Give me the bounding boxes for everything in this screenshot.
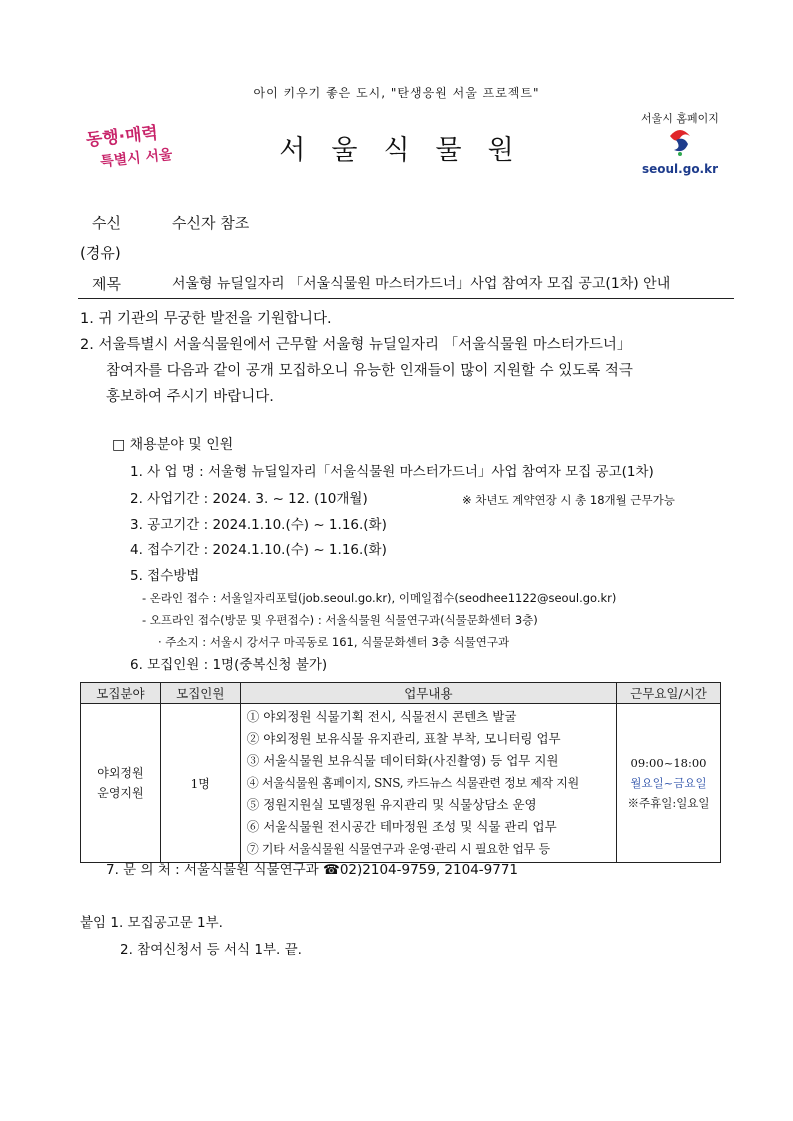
paragraph-1: 1. 귀 기관의 무궁한 발전을 기원합니다.	[80, 311, 332, 327]
offline-application: - 오프라인 접수(방문 및 우편접수) : 서울식물원 식물연구과(식물문화센터 3층)	[142, 613, 538, 627]
attachment-line1: 붙임 1. 모집공고문 1부.	[80, 915, 223, 931]
duty-item: ① 야외정원 식물기획 전시, 식물전시 콘텐츠 발굴	[246, 709, 517, 724]
duty-item: ② 야외정원 보유식물 유지관리, 표찰 부착, 모니터링 업무	[246, 731, 561, 746]
seoul-emblem-icon	[640, 126, 720, 158]
field-line2: 운영지원	[97, 786, 144, 800]
paragraph-2-line2: 참여자를 다음과 같이 공개 모집하오니 유능한 인재들이 많이 지원할 수 있도록 적극	[106, 363, 633, 379]
online-application: - 온라인 접수 : 서울일자리포털(job.seoul.go.kr), 이메일접수(seodhee1122@seoul.go.kr)	[142, 591, 617, 605]
work-hours: 09:00~18:00	[630, 756, 707, 770]
subject-label: 제목	[92, 275, 121, 293]
header-count: 모집인원	[160, 683, 240, 704]
duty-item: ⑥ 서울식물원 전시공간 테마정원 조성 및 식물 관리 업무	[246, 819, 557, 834]
item-recruit-count: 6. 모집인원 : 1명(중복신청 불가)	[130, 657, 328, 673]
item-notice-period: 3. 공고기간 : 2024.1.10.(수) ~ 1.16.(화)	[130, 517, 387, 533]
attachment-line2: 2. 참여신청서 등 서식 1부. 끝.	[120, 942, 302, 958]
recipient-value: 수신자 참조	[172, 214, 250, 232]
subject-value: 서울형 뉴딜일자리 「서울식물원 마스터가드너」사업 참여자 모집 공고(1차) 안내	[172, 276, 671, 292]
header-field: 모집분야	[81, 683, 161, 704]
field-line1: 야외정원	[97, 766, 144, 780]
logo-text-line2: 특별시 서울	[99, 146, 172, 171]
duty-item: ③ 서울식물원 보유식물 데이터화(사진촬영) 등 업무 지원	[246, 753, 559, 768]
cell-hours	[617, 704, 721, 863]
cell-count: 1명	[160, 704, 240, 863]
item-project-period: 2. 사업기간 : 2024. 3. ~ 12. (10개월)	[130, 491, 368, 507]
header-duties: 업무내용	[240, 683, 616, 704]
item-application-period: 4. 접수기간 : 2024.1.10.(수) ~ 1.16.(화)	[130, 542, 387, 558]
item-contact: 7. 문 의 처 : 서울식물원 식물연구과 ☎02)2104-9759, 2104-9771	[106, 862, 519, 878]
slogan: 아이 키우기 좋은 도시, "탄생응원 서울 프로젝트"	[253, 86, 540, 100]
organization-title: 서울식물원	[279, 135, 540, 166]
via-label: (경유)	[80, 244, 121, 262]
duty-item: ④ 서울식물원 홈페이지, SNS, 카드뉴스 식물관련 정보 제작 지원	[246, 776, 579, 790]
table-row	[81, 704, 721, 863]
recipient-label: 수신	[92, 214, 121, 232]
subject-divider	[78, 298, 734, 299]
item-project-name: 1. 사 업 명 : 서울형 뉴딜일자리「서울식물원 마스터가드너」사업 참여자 모집 공고(1차)	[130, 464, 654, 480]
application-address: · 주소지 : 서울시 강서구 마곡동로 161, 식물문화센터 3층 식물연구과	[158, 635, 510, 649]
item-project-period-note: ※ 차년도 계약연장 시 총 18개월 근무가능	[462, 493, 675, 507]
logo-text-line1: 동행·매력	[85, 123, 159, 151]
homepage-label: 서울시 홈페이지	[641, 112, 719, 125]
paragraph-2-line3: 홍보하여 주시기 바랍니다.	[106, 389, 274, 405]
homepage-url: seoul.go.kr	[641, 162, 719, 176]
section-title: □ 채용분야 및 인원	[112, 437, 234, 453]
weekly-holiday: ※주휴일:일요일	[627, 796, 710, 810]
item-application-method: 5. 접수방법	[130, 568, 200, 584]
recruitment-table	[80, 682, 721, 863]
duty-item: ⑦ 기타 서울식물원 식물연구과 운영·관리 시 필요한 업무 등	[246, 842, 550, 856]
table-header-row	[81, 683, 721, 704]
seoul-homepage-logo	[640, 110, 720, 176]
header-hours: 근무요일/시간	[617, 683, 721, 704]
paragraph-2-line1: 2. 서울특별시 서울식물원에서 근무할 서울형 뉴딜일자리 「서울식물원 마스터가드너」	[80, 337, 632, 353]
duty-item: ⑤ 정원지원실 모델정원 유지관리 및 식물상담소 운영	[246, 797, 537, 812]
cell-duties	[240, 704, 616, 863]
work-days: 월요일~금요일	[630, 776, 707, 790]
cell-field	[81, 704, 161, 863]
